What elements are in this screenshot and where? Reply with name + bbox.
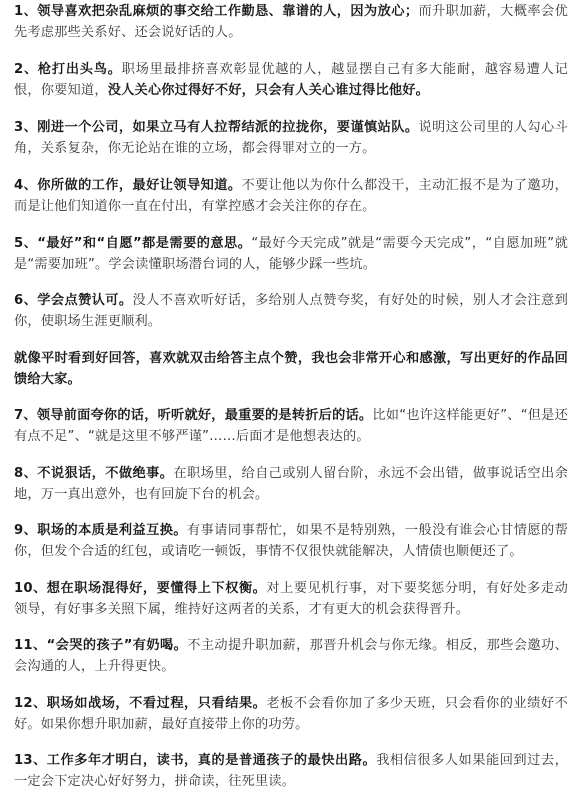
paragraph-5 <box>14 233 568 275</box>
paragraph-9-heading: 9、职场的本质是利益互换。 <box>14 523 187 538</box>
paragraph-6 <box>14 290 568 332</box>
paragraph-9-text: 有事请同事帮忙，如果不是特别熟，一般没有谁会心甘情愿的帮你，但发个合适的红包，或请吃一顿饭，事情不仅很快就能解决，人情债也顺便还了。 <box>14 523 568 559</box>
paragraph-4 <box>14 175 568 217</box>
paragraph-7-text: 比如“也许这样能更好”、“但是还有点不足”、“就是这里不够严谨”……后面才是他想表达的。 <box>14 408 568 444</box>
paragraph-3 <box>14 117 568 159</box>
paragraph-5-heading: 5、“最好”和“自愿”都是需要的意思。 <box>14 236 252 251</box>
paragraph-12 <box>14 693 568 735</box>
paragraph-1 <box>14 1 568 43</box>
paragraph-3-heading: 3、刚进一个公司，如果立马有人拉帮结派的拉拢你，要谨慎站队。 <box>14 120 419 135</box>
paragraph-1-heading: 1、领导喜欢把杂乱麻烦的事交给工作勤恳、靠谱的人，因为放心； <box>14 4 419 19</box>
paragraph-13-heading: 13、工作多年才明白，读书，真的是普通孩子的最快出路。 <box>14 753 377 768</box>
paragraph-13 <box>14 750 568 792</box>
paragraph-8-heading: 8、不说狠话，不做绝事。 <box>14 466 174 481</box>
paragraph-6-heading: 6、学会点赞认可。 <box>14 293 133 308</box>
paragraph-2-emphasis: 没人关心你过得好不好，只会有人关心谁过得比他好。 <box>107 83 430 98</box>
paragraph-11 <box>14 635 568 677</box>
paragraph-8 <box>14 463 568 505</box>
paragraph-4-text: 不要让他以为你什么都没干，主动汇报不是为了邀功，而是让他们知道你一直在付出，有掌控感才会关注你的存在。 <box>14 178 568 214</box>
paragraph-6-text: 没人不喜欢听好话，多给别人点赞夸奖，有好处的时候，别人才会注意到你，使职场生涯更顺利。 <box>14 293 568 329</box>
paragraph-3-text: 说明这公司里的人勾心斗角，关系复杂，你无论站在谁的立场，都会得罪对立的一方。 <box>14 120 568 156</box>
paragraph-11-text: 不主动提升职加薪，那晋升机会与你无缘。相反，那些会邀功、会沟通的人，上升得更快。 <box>14 638 568 674</box>
paragraph-10-text: 对上要见机行事，对下要奖惩分明，有好处多走动领导，有好事多关照下属，维持好这两者的关系，才有更大的机会获得晋升。 <box>14 581 568 617</box>
paragraph-10-heading: 10、想在职场混得好，要懂得上下权衡。 <box>14 581 267 596</box>
paragraph-2 <box>14 59 568 101</box>
paragraph-1-text: 而升职加薪，大概率会优先考虑那些关系好、还会说好话的人。 <box>14 4 568 40</box>
paragraph-callout-heading: 就像平时看到好回答，喜欢就双击给答主点个赞，我也会非常开心和感激，写出更好的作品回馈给大家。 <box>14 351 568 387</box>
paragraph-9 <box>14 520 568 562</box>
paragraph-callout <box>14 348 568 390</box>
paragraph-10 <box>14 578 568 620</box>
paragraph-2-heading: 2、枪打出头鸟。 <box>14 62 122 77</box>
paragraph-7-heading: 7、领导前面夸你的话，听听就好，最重要的是转折后的话。 <box>14 408 373 423</box>
paragraph-7 <box>14 405 568 447</box>
paragraph-2-text: 职场里最排挤喜欢彰显优越的人，越显摆自己有多大能耐，越容易遭人记恨，你要知道， <box>14 62 568 98</box>
paragraph-4-heading: 4、你所做的工作，最好让领导知道。 <box>14 178 242 193</box>
paragraph-8-text: 在职场里，给自己或别人留台阶，永远不会出错，做事说话空出余地，万一真出意外，也有回旋下台的机会。 <box>14 466 568 502</box>
paragraph-12-heading: 12、职场如战场，不看过程，只看结果。 <box>14 696 267 711</box>
paragraph-11-heading: 11、“会哭的孩子”有奶喝。 <box>14 638 188 653</box>
paragraph-13-text: 我相信很多人如果能回到过去，一定会下定决心好好努力，拼命读，往死里读。 <box>14 753 568 789</box>
paragraph-12-text: 老板不会看你加了多少天班，只会看你的业绩好不好。如果你想升职加薪，最好直接带上你的功劳。 <box>14 696 568 732</box>
paragraph-5-text: “最好今天完成”就是“需要今天完成”，“自愿加班”就是“需要加班”。学会读懂职场潜台词的人，能够少踩一些坑。 <box>14 236 568 272</box>
